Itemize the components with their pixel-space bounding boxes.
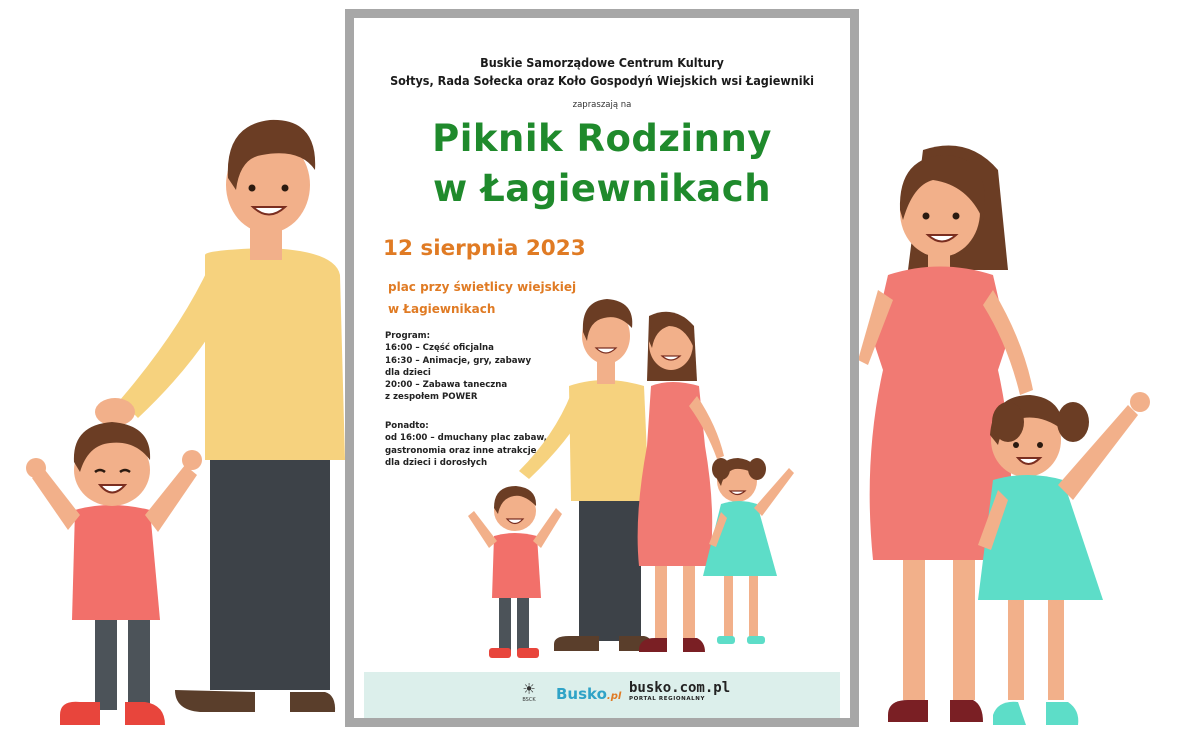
busko-pl-logo: Busko.pl	[556, 685, 622, 703]
program-heading: Program:	[385, 331, 431, 341]
poster-mother-figure	[638, 312, 724, 652]
family-illustration	[459, 286, 834, 668]
poster-frame	[345, 9, 859, 727]
extras-item: dla dzieci i dorosłych	[385, 457, 488, 468]
father-and-son-illustration	[0, 100, 345, 735]
sun-icon: ☀	[522, 680, 536, 698]
program-item: 20:00 – Zabawa taneczna	[385, 380, 508, 391]
event-date: 12 sierpnia 2023	[383, 236, 586, 261]
sponsor-footer	[364, 672, 840, 718]
extras-heading: Ponadto:	[385, 421, 429, 431]
daughter-figure	[978, 392, 1150, 725]
poster	[354, 18, 850, 718]
program-item: z zespołem POWER	[385, 392, 478, 403]
poster-daughter-figure	[703, 458, 794, 644]
bsck-logo: ☀ BSCK	[519, 682, 539, 703]
poster-son-figure	[468, 486, 562, 658]
program-item: 16:30 – Animacje, gry, zabawy	[385, 355, 532, 366]
extras-item: od 16:00 – dmuchany plac zabaw,	[385, 433, 548, 444]
poster-father-figure	[519, 299, 654, 651]
organizer-line-2: Sołtys, Rada Sołecka oraz Koło Gospodyń Wiejskich wsi Łagiewniki	[390, 73, 814, 88]
busko-com-pl-logo: busko.com.pl PORTAL REGIONALNY	[629, 680, 731, 702]
event-title-line-2: w Łagiewnikach	[432, 167, 772, 210]
program-item: dla dzieci	[385, 367, 431, 378]
program-item: 16:00 – Część oficjalna	[385, 343, 494, 354]
organizer-line-1: Buskie Samorządowe Centrum Kultury	[480, 55, 724, 70]
event-place-line-1: plac przy świetlicy wiejskiej	[388, 280, 577, 294]
event-title-line-1: Piknik Rodzinny	[432, 117, 772, 160]
event-place-line-2: w Łagiewnikach	[388, 302, 496, 316]
extras-item: gastronomia oraz inne atrakcje	[385, 445, 537, 456]
son-figure	[26, 422, 202, 725]
invite-text: zapraszają na	[572, 100, 632, 110]
mother-and-daughter-illustration	[858, 140, 1200, 735]
